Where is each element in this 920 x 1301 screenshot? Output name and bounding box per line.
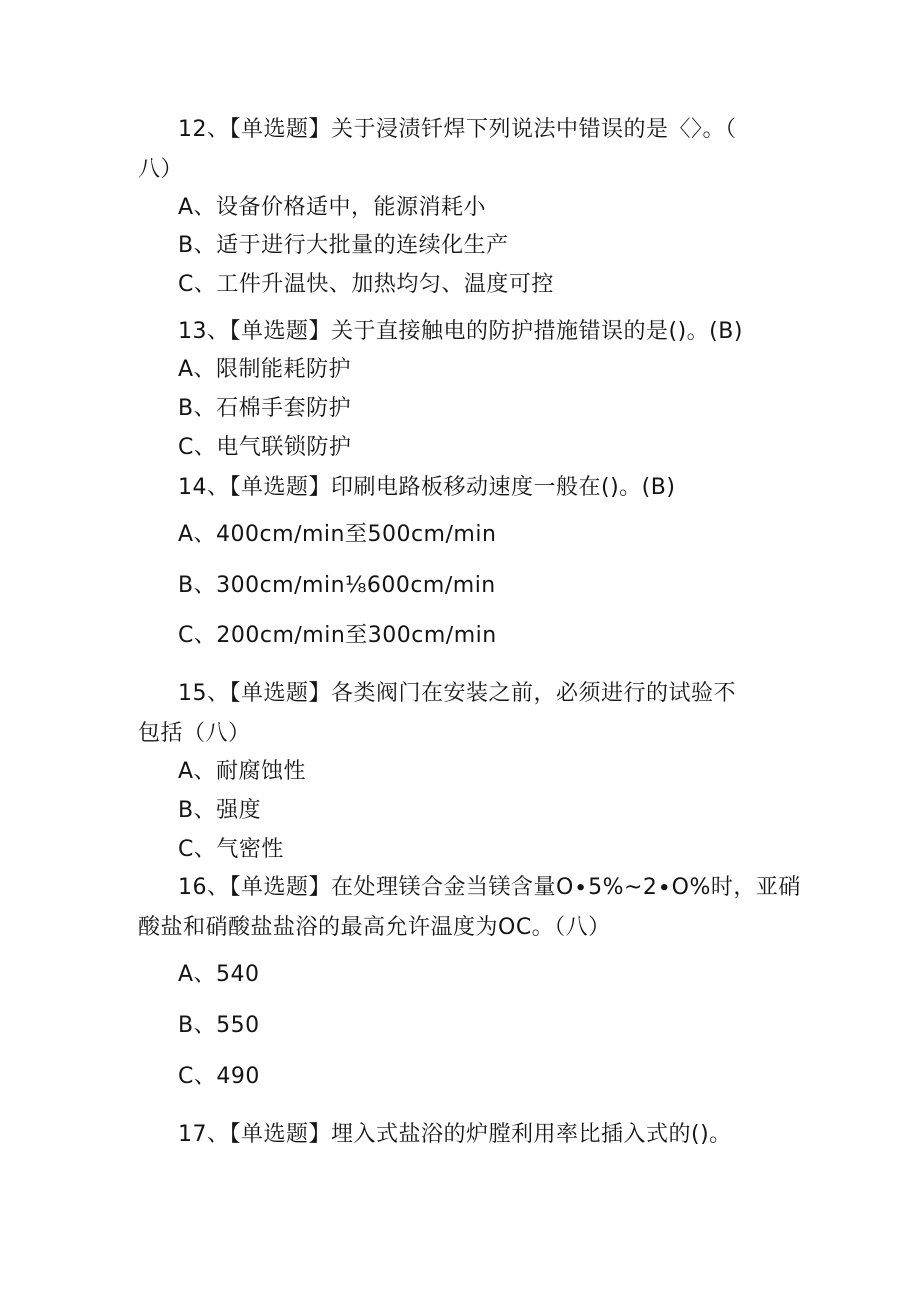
question-16-option-a: A、540 (178, 962, 260, 987)
question-15-option-c: C、气密性 (178, 837, 284, 862)
question-13-title: 13、【单选题】关于直接触电的防护措施错误的是()。(B) (178, 319, 743, 344)
question-14-option-c: C、200cm∕min至300cm∕min (178, 623, 497, 648)
question-13-option-c: C、电气联锁防护 (178, 435, 352, 460)
question-14-option-a: A、400cm∕min至500cm∕min (178, 522, 497, 547)
question-12-option-c: C、工件升温快、加热均匀、温度可控 (178, 272, 554, 297)
question-13-option-a: A、限制能耗防护 (178, 357, 352, 382)
question-12-title-cont: 八） (138, 157, 184, 182)
question-12-option-b: B、适于进行大批量的连续化生产 (178, 233, 509, 258)
question-15-option-a: A、耐腐蚀性 (178, 759, 307, 784)
question-13-option-b: B、石棉手套防护 (178, 396, 352, 421)
question-16-title-cont: 酸盐和硝酸盐盐浴的最高允许温度为OC。（八） (138, 915, 611, 940)
question-15-option-b: B、强度 (178, 798, 262, 823)
question-12-option-a: A、设备价格适中，能源消耗小 (178, 195, 487, 220)
question-15-title-cont: 包括（八） (138, 721, 251, 746)
question-14-title: 14、【单选题】印刷电路板移动速度一般在()。(B) (178, 475, 676, 500)
question-16-title: 16、【单选题】在处理镁合金当镁含量O∙5%~2∙O%时，亚硝 (178, 875, 801, 900)
question-15-title: 15、【单选题】各类阀门在安装之前，必须进行的试验不 (178, 681, 736, 706)
question-16-option-c: C、490 (178, 1064, 260, 1089)
question-14-option-b: B、300cm∕min⅛600cm∕min (178, 573, 496, 598)
question-17-title: 17、【单选题】埋入式盐浴的炉膛利用率比插入式的()。 (178, 1122, 732, 1147)
question-16-option-b: B、550 (178, 1013, 260, 1038)
question-12-title: 12、【单选题】关于浸渍钎焊下列说法中错误的是〈〉。（ (178, 117, 737, 142)
